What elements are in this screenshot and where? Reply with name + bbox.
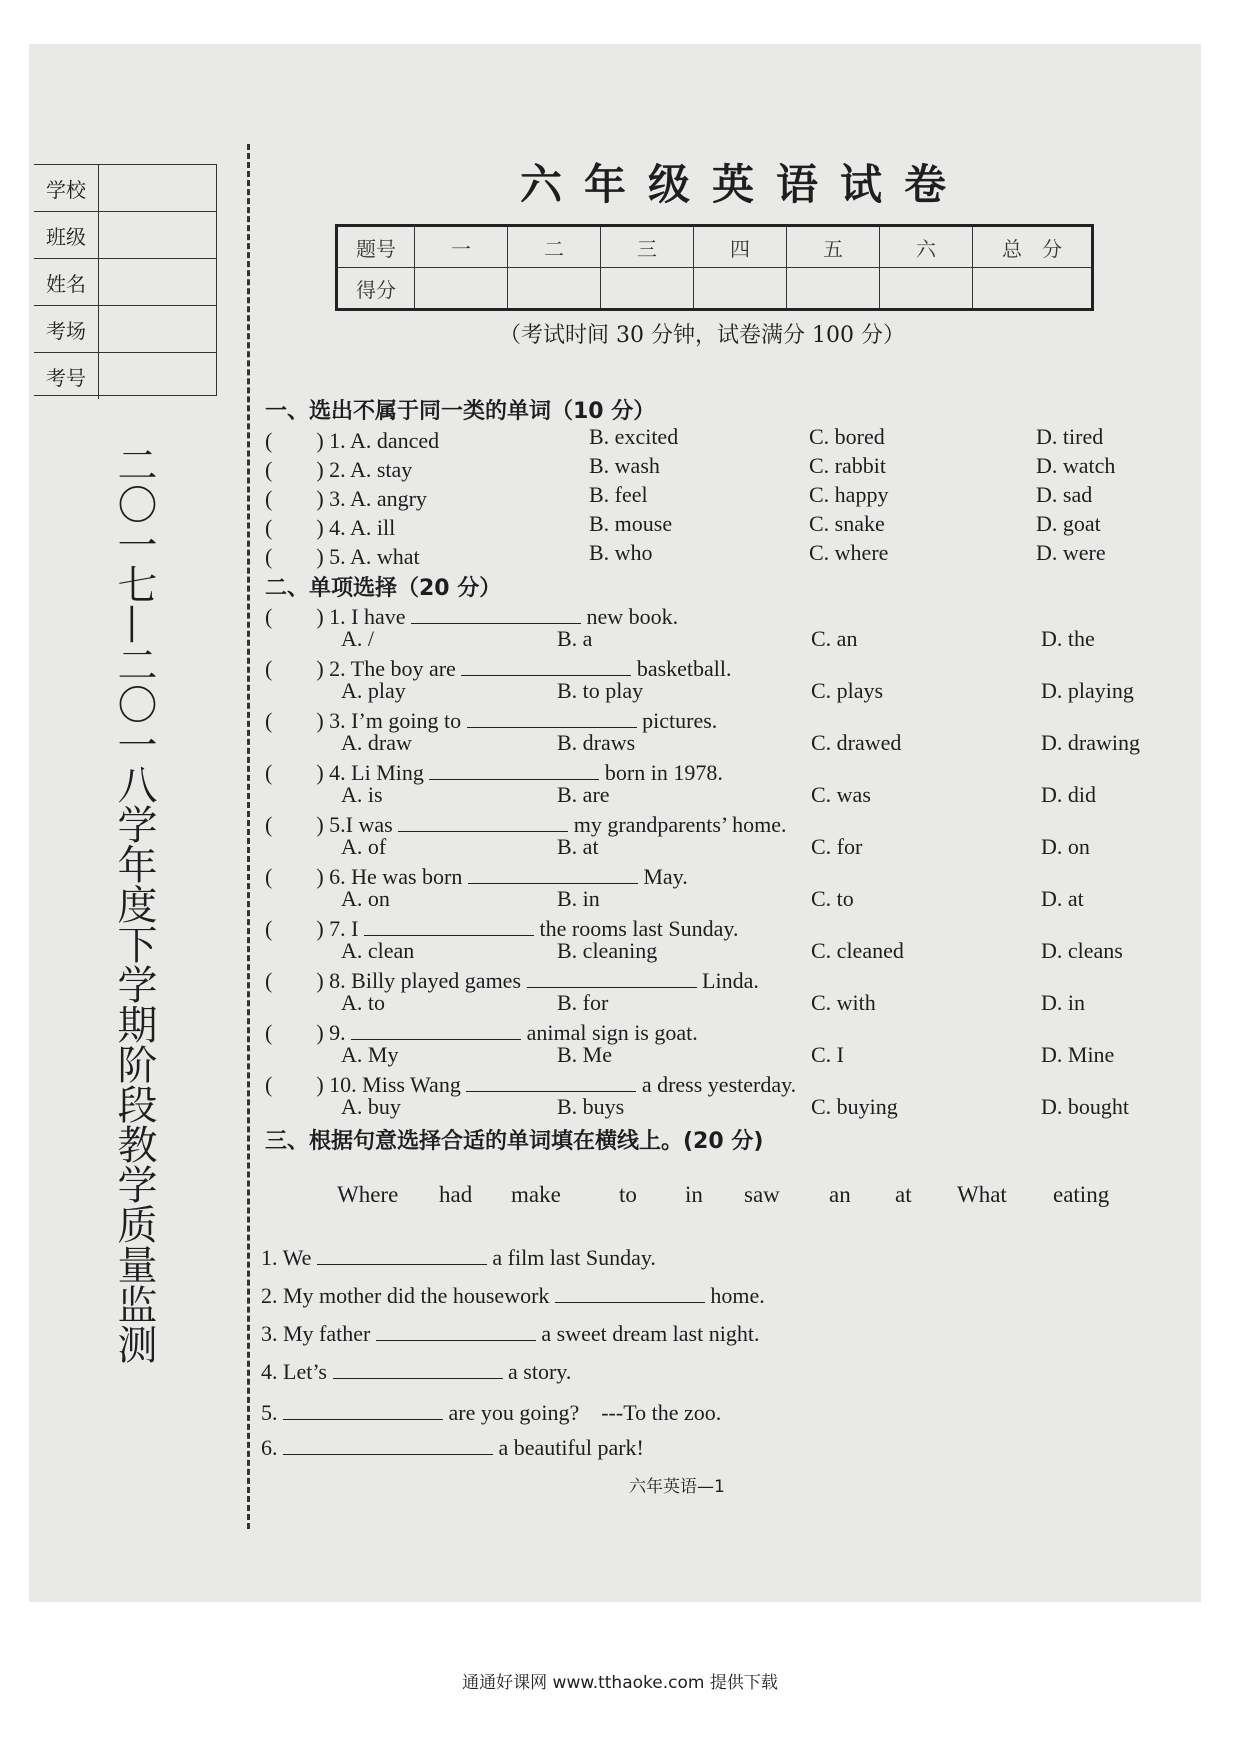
- option-c: C. I: [811, 1042, 844, 1067]
- s2-question: ( ) 1. I have new book.: [265, 604, 679, 629]
- option-b: B. mouse: [589, 511, 673, 536]
- score-header-cell: 六: [880, 226, 973, 268]
- option-d: D. playing: [1041, 678, 1134, 703]
- question-stem: 2. The boy are: [329, 656, 456, 681]
- question-stem-end: a story.: [508, 1359, 572, 1384]
- option-c: C. bored: [809, 424, 885, 449]
- option-c: C. for: [811, 834, 863, 859]
- word-bank-item: to: [619, 1182, 637, 1207]
- section3-heading: 三、根据句意选择合适的单词填在横线上。(20 分): [265, 1129, 764, 1154]
- s3-question: [261, 1358, 571, 1385]
- s2-question: ( ) 8. Billy played games Linda.: [265, 968, 759, 993]
- answer-blank[interactable]: [333, 1358, 503, 1379]
- s1-question: ( ) 3. A. angry: [265, 486, 427, 511]
- option-b: B. are: [557, 782, 610, 807]
- exam-sheet: [29, 44, 1201, 1602]
- info-row-school: [34, 165, 216, 212]
- option-c: C. buying: [811, 1094, 898, 1119]
- question-stem-end: a sweet dream last night.: [541, 1321, 760, 1346]
- option-c: C. with: [811, 990, 876, 1015]
- option-a: A. to: [341, 990, 385, 1015]
- option-a: A. draw: [341, 730, 412, 755]
- option-c: C. an: [811, 626, 858, 651]
- question-stem-end: home.: [710, 1283, 765, 1308]
- score-cell[interactable]: [973, 268, 1093, 310]
- school-field[interactable]: [99, 165, 216, 211]
- question-stem-end: pictures.: [642, 708, 718, 733]
- answer-blank[interactable]: [398, 811, 568, 832]
- s2-question: ( ) 7. I the rooms last Sunday.: [265, 916, 739, 941]
- question-stem-end: a beautiful park!: [498, 1435, 644, 1460]
- exam-room-field[interactable]: [99, 306, 216, 352]
- answer-blank[interactable]: [467, 707, 637, 728]
- option-a: A. stay: [349, 457, 413, 482]
- q-number: 4.: [329, 515, 346, 540]
- option-c: C. happy: [809, 482, 889, 507]
- word-bank-item: make: [511, 1182, 561, 1207]
- question-stem-end: are you going? ---To the zoo.: [448, 1400, 722, 1425]
- answer-blank[interactable]: [351, 1019, 521, 1040]
- question-stem-end: May.: [643, 864, 688, 889]
- info-label: 班级: [34, 212, 99, 258]
- s3-question: [261, 1396, 721, 1427]
- answer-blank[interactable]: [466, 1071, 636, 1092]
- option-a: A. My: [341, 1042, 399, 1067]
- question-stem: 10. Miss Wang: [329, 1072, 461, 1097]
- answer-blank[interactable]: [376, 1320, 536, 1341]
- info-label: 考场: [34, 306, 99, 352]
- q-number: 5.: [329, 544, 346, 569]
- s1-question: ( ) 4. A. ill: [265, 515, 396, 540]
- q-number: 3.: [329, 486, 346, 511]
- option-b: B. buys: [557, 1094, 625, 1119]
- option-b: B. feel: [589, 482, 648, 507]
- option-c: C. rabbit: [809, 453, 886, 478]
- page-footer: 六年英语—1: [629, 1477, 725, 1497]
- score-header-cell: 五: [787, 226, 880, 268]
- score-cell[interactable]: [694, 268, 787, 310]
- option-d: D. cleans: [1041, 938, 1123, 963]
- score-cell[interactable]: [787, 268, 880, 310]
- score-cell[interactable]: [601, 268, 694, 310]
- question-stem-end: new book.: [586, 604, 679, 629]
- score-table: [335, 224, 1094, 311]
- answer-blank[interactable]: [283, 1434, 493, 1455]
- word-bank-item: saw: [744, 1182, 780, 1207]
- option-c: C. where: [809, 540, 889, 565]
- option-d: D. Mine: [1041, 1042, 1115, 1067]
- option-b: B. wash: [589, 453, 660, 478]
- s2-question: ( ) 3. I’m going to pictures.: [265, 708, 718, 733]
- question-stem-end: the rooms last Sunday.: [539, 916, 739, 941]
- s2-question: ( ) 10. Miss Wang a dress yesterday.: [265, 1072, 797, 1097]
- watermark-text: 通通好课网 www.tthaoke.com 提供下载: [462, 1673, 778, 1693]
- question-stem-end: Linda.: [702, 968, 759, 993]
- question-stem: 1. I have: [329, 604, 406, 629]
- s2-question: ( ) 5.I was my grandparents’ home.: [265, 812, 787, 837]
- q-number: 1.: [329, 428, 346, 453]
- option-a: A. buy: [341, 1094, 401, 1119]
- exam-note: （考试时间 30 分钟，试卷满分 100 分）: [499, 323, 905, 348]
- vertical-exam-title: 二〇一七—二〇一八学年度下学期阶段教学质量监测: [111, 444, 157, 1364]
- page-title: 六年级英语试卷: [519, 160, 968, 209]
- info-row-id: [34, 353, 216, 399]
- score-header-cell: 总 分: [973, 226, 1093, 268]
- option-b: B. cleaning: [557, 938, 658, 963]
- info-label: 姓名: [34, 259, 99, 305]
- name-field[interactable]: [99, 259, 216, 305]
- option-b: B. excited: [589, 424, 679, 449]
- option-d: D. sad: [1036, 482, 1093, 507]
- option-d: D. bought: [1041, 1094, 1129, 1119]
- option-d: D. on: [1041, 834, 1090, 859]
- word-bank-item: an: [829, 1182, 851, 1207]
- answer-blank[interactable]: [527, 967, 697, 988]
- score-header-cell: 四: [694, 226, 787, 268]
- option-c: C. to: [811, 886, 854, 911]
- s2-question: ( ) 4. Li Ming born in 1978.: [265, 760, 723, 785]
- option-b: B. in: [557, 886, 600, 911]
- question-stem: 4. Li Ming: [329, 760, 424, 785]
- question-stem: 6. He was born: [329, 864, 463, 889]
- question-stem-end: a film last Sunday.: [492, 1245, 656, 1270]
- section2-heading: 二、单项选择（20 分）: [265, 576, 502, 601]
- option-b: B. who: [589, 540, 653, 565]
- info-row-room: [34, 306, 216, 353]
- question-stem: 1. We: [261, 1245, 312, 1270]
- word-bank-item: What: [957, 1182, 1007, 1207]
- section1-heading: 一、选出不属于同一类的单词（10 分）: [265, 399, 656, 424]
- question-stem-end: animal sign is goat.: [526, 1020, 698, 1045]
- answer-blank[interactable]: [317, 1244, 487, 1265]
- score-row-label: 得分: [337, 268, 415, 310]
- question-stem: 9.: [329, 1020, 346, 1045]
- option-c: C. drawed: [811, 730, 902, 755]
- option-a: A. of: [341, 834, 387, 859]
- s3-question: [261, 1434, 644, 1461]
- word-bank-item: in: [685, 1182, 703, 1207]
- option-d: D. in: [1041, 990, 1085, 1015]
- option-c: C. snake: [809, 511, 885, 536]
- s1-question: ( ) 2. A. stay: [265, 457, 413, 482]
- option-c: C. was: [811, 782, 871, 807]
- question-stem: 3. My father: [261, 1321, 371, 1346]
- question-stem: 2. My mother did the housework: [261, 1283, 550, 1308]
- answer-blank[interactable]: [411, 603, 581, 624]
- question-stem: 4. Let’s: [261, 1359, 327, 1384]
- q-number: 2.: [329, 457, 346, 482]
- option-b: B. a: [557, 626, 593, 651]
- option-b: B. Me: [557, 1042, 612, 1067]
- option-a: A. play: [341, 678, 406, 703]
- option-a: A. /: [341, 626, 374, 651]
- score-header-cell: 题号: [337, 226, 415, 268]
- option-d: D. drawing: [1041, 730, 1140, 755]
- option-b: B. for: [557, 990, 609, 1015]
- exam-id-field[interactable]: [99, 353, 216, 399]
- question-stem: 5.: [261, 1400, 278, 1425]
- s1-question: ( ) 5. A. what: [265, 544, 420, 569]
- binding-dashed-line: [247, 144, 250, 1529]
- score-cell[interactable]: [508, 268, 601, 310]
- option-d: D. did: [1041, 782, 1096, 807]
- option-d: D. watch: [1036, 453, 1116, 478]
- question-stem: 5.I was: [329, 812, 393, 837]
- s2-question: ( ) 2. The boy are basketball.: [265, 656, 732, 681]
- option-d: D. the: [1041, 626, 1095, 651]
- s3-question: [261, 1244, 656, 1271]
- word-bank-item: eating: [1053, 1182, 1110, 1207]
- option-b: B. at: [557, 834, 599, 859]
- question-stem-end: born in 1978.: [604, 760, 723, 785]
- option-d: D. goat: [1036, 511, 1101, 536]
- option-a: A. on: [341, 886, 390, 911]
- option-a: A. clean: [341, 938, 415, 963]
- score-value-row: [337, 268, 1093, 310]
- option-b: B. draws: [557, 730, 636, 755]
- score-header-cell: 二: [508, 226, 601, 268]
- option-a: A. angry: [349, 486, 427, 511]
- word-bank-item: Where: [337, 1182, 399, 1207]
- question-stem: 8. Billy played games: [329, 968, 522, 993]
- question-stem-end: a dress yesterday.: [641, 1072, 797, 1097]
- option-d: D. tired: [1036, 424, 1104, 449]
- info-label: 学校: [34, 165, 99, 211]
- option-d: D. at: [1041, 886, 1084, 911]
- question-stem: 3. I’m going to: [329, 708, 462, 733]
- s3-question: [261, 1282, 765, 1309]
- s1-question: ( ) 1. A. danced: [265, 428, 440, 453]
- answer-blank[interactable]: [461, 655, 631, 676]
- score-cell[interactable]: [415, 268, 508, 310]
- answer-blank[interactable]: [429, 759, 599, 780]
- word-bank-item: at: [895, 1182, 912, 1207]
- question-stem: 7. I: [329, 916, 359, 941]
- score-header-cell: 一: [415, 226, 508, 268]
- question-stem: 6.: [261, 1435, 278, 1460]
- s2-question: ( ) 6. He was born May.: [265, 864, 688, 889]
- option-c: C. cleaned: [811, 938, 904, 963]
- answer-blank[interactable]: [555, 1282, 705, 1303]
- option-b: B. to play: [557, 678, 644, 703]
- option-a: A. danced: [349, 428, 440, 453]
- score-header-cell: 三: [601, 226, 694, 268]
- question-stem-end: basketball.: [636, 656, 732, 681]
- student-info-box: [34, 164, 217, 396]
- info-row-name: [34, 259, 216, 306]
- option-a: A. is: [341, 782, 383, 807]
- option-a: A. ill: [349, 515, 396, 540]
- word-bank-item: had: [439, 1182, 473, 1207]
- score-cell[interactable]: [880, 268, 973, 310]
- answer-blank[interactable]: [283, 1399, 443, 1420]
- option-c: C. plays: [811, 678, 884, 703]
- s2-question: ( ) 9. animal sign is goat.: [265, 1020, 698, 1045]
- score-header-row: [337, 226, 1093, 268]
- option-a: A. what: [349, 544, 420, 569]
- info-label: 考号: [34, 353, 99, 399]
- answer-blank[interactable]: [468, 863, 638, 884]
- question-stem-end: my grandparents’ home.: [573, 812, 787, 837]
- s3-question: [261, 1320, 759, 1347]
- option-d: D. were: [1036, 540, 1106, 565]
- info-row-class: [34, 212, 216, 259]
- class-field[interactable]: [99, 212, 216, 258]
- answer-blank[interactable]: [364, 915, 534, 936]
